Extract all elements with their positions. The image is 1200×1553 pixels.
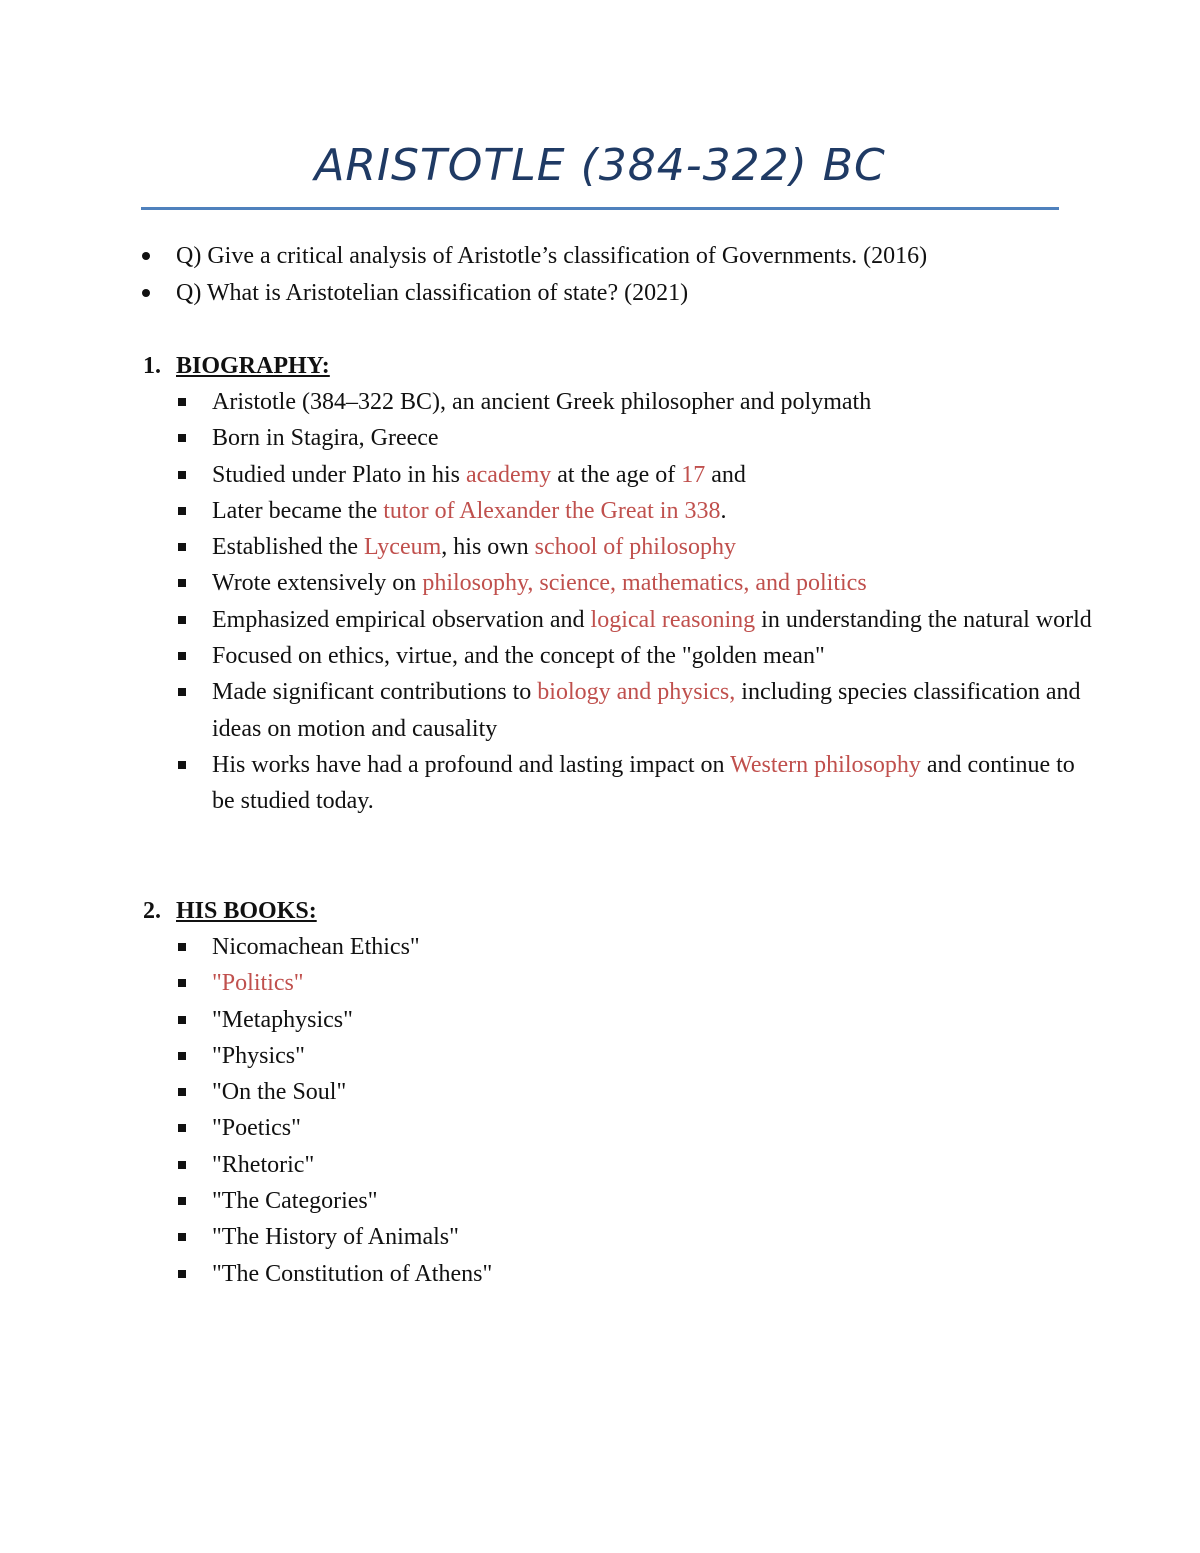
item-text: "Rhetoric"	[212, 1151, 315, 1178]
item-text: at the age of	[551, 461, 682, 488]
list-item	[140, 529, 1100, 565]
bullet-dot-icon	[142, 252, 150, 260]
item-text: Studied under Plato in his	[212, 461, 466, 488]
list-item	[140, 420, 1100, 456]
item-text: , his own	[441, 534, 535, 561]
section-title: BIOGRAPHY:	[176, 353, 330, 379]
bullet-square-icon	[178, 761, 186, 769]
list-item	[140, 384, 1100, 420]
item-text: Born in Stagira, Greece	[212, 425, 439, 452]
list-item	[140, 1002, 1100, 1038]
list-item	[140, 674, 1100, 747]
bullet-square-icon	[178, 1233, 186, 1241]
list-item	[140, 1183, 1100, 1219]
bullet-square-icon	[178, 652, 186, 660]
item-text: .	[720, 497, 727, 524]
bullet-square-icon	[178, 398, 186, 406]
list-item	[140, 1256, 1100, 1292]
question-text: Q) Give a critical analysis of Aristotle’s classification of Governments. (2016)	[176, 243, 928, 269]
bullet-square-icon	[178, 1052, 186, 1060]
bullet-square-icon	[178, 434, 186, 442]
highlighted-text: school of philosophy	[534, 534, 736, 561]
list-item	[140, 638, 1100, 674]
section-number: 2.	[143, 898, 161, 924]
highlighted-text: philosophy, science, mathematics, and politics	[422, 570, 867, 597]
page-title: ARISTOTLE (384-322) BC	[314, 140, 886, 191]
list-item	[140, 1110, 1100, 1146]
item-text: and continue to be studied today.	[212, 751, 1075, 815]
question-item	[140, 238, 1100, 275]
list-item	[140, 565, 1100, 601]
item-text: His works have had a profound and lasting impact on	[212, 751, 731, 778]
highlighted-text: academy	[466, 461, 552, 488]
bullet-square-icon	[178, 1197, 186, 1205]
highlighted-text: Lyceum	[363, 534, 442, 561]
item-text: "On the Soul"	[212, 1079, 347, 1106]
biography-list	[140, 384, 1100, 820]
list-item	[140, 929, 1100, 965]
section-title: HIS BOOKS:	[176, 898, 317, 924]
item-text: "Metaphysics"	[212, 1006, 353, 1033]
item-text: "The Categories"	[212, 1188, 378, 1215]
list-item	[140, 493, 1100, 529]
bullet-square-icon	[178, 1016, 186, 1024]
bullet-square-icon	[178, 579, 186, 587]
item-text: Aristotle (384–322 BC), an ancient Greek philosopher and polymath	[212, 389, 872, 415]
section-heading	[140, 893, 1100, 929]
item-text: including species classification and ideas on motion and causality	[212, 679, 1081, 742]
item-text: Wrote extensively on	[212, 570, 423, 597]
bullet-square-icon	[178, 688, 186, 696]
highlighted-text: logical reasoning	[590, 606, 756, 633]
section-heading	[140, 348, 1100, 384]
question-text: Q) What is Aristotelian classification of state? (2021)	[176, 280, 689, 306]
item-text: "The Constitution of Athens"	[212, 1260, 493, 1287]
section-books	[140, 893, 1100, 1292]
bullet-square-icon	[178, 1124, 186, 1132]
list-item	[140, 1147, 1100, 1183]
bullet-square-icon	[178, 471, 186, 479]
list-item	[140, 602, 1100, 638]
item-text: Emphasized empirical observation and	[212, 606, 591, 633]
section-number: 1.	[143, 353, 161, 379]
bullet-square-icon	[178, 1270, 186, 1278]
list-item	[140, 457, 1100, 493]
item-text: "The History of Animals"	[212, 1224, 459, 1251]
question-list	[140, 238, 1100, 312]
question-item	[140, 275, 1100, 312]
list-item	[140, 1074, 1100, 1110]
list-item	[140, 965, 1100, 1001]
books-list	[140, 929, 1100, 1292]
bullet-square-icon	[178, 1088, 186, 1096]
highlighted-text: 17	[681, 461, 706, 488]
bullet-square-icon	[178, 507, 186, 515]
item-text: Established the	[212, 534, 364, 561]
item-text: "Poetics"	[212, 1115, 301, 1142]
item-text: in understanding the natural world	[755, 606, 1092, 633]
item-text: and	[705, 461, 746, 488]
bullet-square-icon	[178, 616, 186, 624]
item-text: Focused on ethics, virtue, and the concept of the "golden mean"	[212, 643, 825, 670]
bullet-square-icon	[178, 943, 186, 951]
bullet-square-icon	[178, 1161, 186, 1169]
highlighted-text: tutor of Alexander the Great in 338	[383, 497, 721, 524]
highlighted-text: "Politics"	[212, 970, 304, 997]
list-item	[140, 747, 1100, 820]
item-text: Later became the	[212, 497, 384, 524]
bullet-square-icon	[178, 979, 186, 987]
item-text: Nicomachean Ethics"	[212, 934, 420, 960]
item-text: Made significant contributions to	[212, 679, 538, 706]
bullet-square-icon	[178, 543, 186, 551]
list-item	[140, 1038, 1100, 1074]
highlighted-text: Western philosophy	[730, 751, 921, 778]
title-underline-rule	[141, 207, 1059, 210]
bullet-dot-icon	[142, 289, 150, 297]
highlighted-text: biology and physics,	[537, 679, 736, 706]
item-text: "Physics"	[212, 1042, 305, 1069]
list-item	[140, 1219, 1100, 1255]
section-biography	[140, 348, 1100, 820]
